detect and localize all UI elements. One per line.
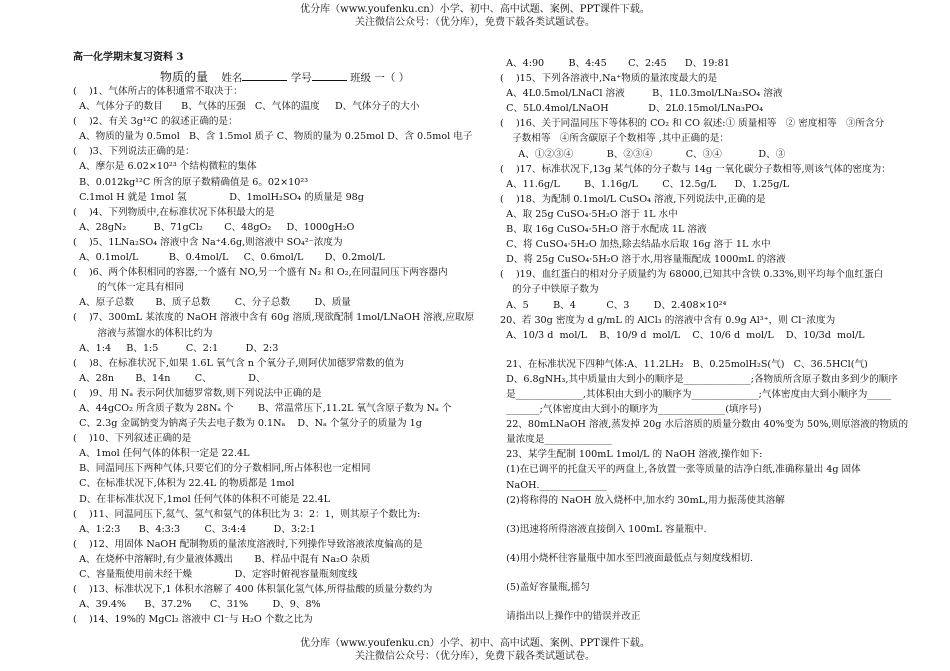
right-question-line: (4)用小烧杯往容量瓶中加水至凹液面最低点与刻度线相切. (500, 552, 753, 564)
left-question-line: ( )13、标准状况下,1 体积水溶解了 400 体积氯化氢气体,所得盐酸的质量分数约为 (73, 584, 433, 596)
right-question-line: C、5L0.4mol/LNaOH D、2L0.15mol/LNa₃PO₄ (500, 103, 764, 115)
right-question-line: ( )19、血红蛋白的相对分子质量约为 68000,已知其中含铁 0.33%,则平均每个血红蛋白 (500, 269, 884, 281)
right-question-line (500, 595, 920, 609)
left-question-line: ( )14、19%的 MgCl₂ 溶液中 Cl⁻与 H₂O 个数之比为 (73, 614, 313, 626)
class-label: 班级 (350, 72, 372, 84)
left-question-line: ( )2、有关 3g¹²C 的叙述正确的是： (73, 116, 238, 128)
left-question-line: C、容量瓶使用前未经干燥 D、定容时俯视容量瓶刻度线 (73, 569, 358, 580)
document-title: 高一化学期末复习资料 3 (73, 52, 184, 63)
left-question-line: A、1:4 B、1:5 C、2:1 D、2:3 (73, 342, 279, 354)
right-question-line: A、10/3 d mol/L B、10/9 d mol/L C、10/6 d mol/L D、10/3d mol/L (500, 329, 865, 341)
left-question-line: A、1mol 任何气体的体积一定是 22.4L (73, 448, 250, 460)
right-question-line: A、①②③④ B、②③④ C、③④ D、③ (500, 148, 786, 160)
footer-line-1: 优分库（www.youfenku.cn）小学、初中、高中试题、案例、PPT课件下载。 (300, 638, 650, 649)
left-question-line: ( )9、用 Nₐ 表示阿伏加德罗常数,则下列说法中正确的是 (73, 387, 322, 399)
left-question-line: ( )11、同温同压下,氦气、氢气和氨气的体积比为 3：2：1，则其原子个数比为: (73, 508, 421, 520)
subtitle-row (160, 68, 409, 85)
right-question-line (500, 343, 920, 357)
left-question-line: 的气体一定具有相同 (73, 282, 184, 294)
left-question-line: B、同温同压下两种气体,只要它们的分子数相同,所占体积也一定相同 (73, 463, 371, 475)
footer-line-2: 关注微信公众号：（优分库），免费下载各类试题试卷。 (355, 651, 595, 662)
right-question-line: A、4:90 B、4:45 C、2:45 D、19:81 (500, 58, 730, 69)
left-question-line: D、在非标准状况下,1mol 任何气体的体积不可能是 22.4L (73, 493, 330, 505)
left-question-line: C、在标准状况下,体积为 22.4L 的物质都是 1mol (73, 478, 295, 490)
right-question-line: A、取 25g CuSO₄·5H₂O 溶于 1L 水中 (500, 208, 678, 220)
right-question-line: (3)迅速将所得溶液直接倒入 100mL 容量瓶中. (500, 523, 707, 535)
left-question-line: ( )6、两个体积相同的容器,一个盛有 NO,另一个盛有 N₂ 和 O₂,在同温同压下两容器内 (73, 267, 448, 279)
right-question-line: (5)盖好容量瓶,摇匀 (500, 581, 590, 593)
right-question-line: _______;气体密度由大到小的顺序为______________(填序号) (500, 404, 762, 416)
left-question-line: A、1:2:3 B、4:3:3 C、3:4:4 D、3:2:1 (73, 523, 316, 535)
left-question-line: A、物质的量为 0.5mol B、含 1.5mol 质子 C、物质的量为 0.25mol D、含 0.5mol 电子 (73, 131, 473, 143)
id-blank[interactable] (312, 70, 347, 81)
right-question-line: 22、80mLNaOH 溶液,蒸发掉 20g 水后溶质的质量分数由 40%变为 50%,则原溶液的物质的 (500, 419, 909, 431)
right-question-line: A、4L0.5mol/LNaCl 溶液 B、1L0.3mol/LNa₂SO₄ 溶液 (500, 88, 783, 100)
left-question-line: ( )10、下列叙述正确的是 (73, 433, 192, 445)
left-question-line: A、摩尔是 6.02×10²³ 个结构微粒的集体 (73, 161, 257, 173)
right-column (500, 56, 920, 624)
left-question-line: 溶液与蒸馏水的体积比约为 (73, 327, 213, 339)
right-question-line (500, 566, 920, 580)
right-question-line: B、取 16g CuSO₄·5H₂O 溶于水配成 1L 溶液 (500, 224, 707, 236)
left-question-line: ( )4、下列物质中,在标准状况下体积最大的是 (73, 206, 275, 218)
left-question-line: ( )5、1LNa₂SO₄ 溶液中含 Na⁺4.6g,则溶液中 SO₄²⁻浓度为 (73, 236, 343, 248)
subtitle: 物质的量 (160, 70, 209, 84)
left-question-line: A、28gN₂ B、71gCl₂ C、48gO₂ D、1000gH₂O (73, 221, 355, 233)
left-question-line: ( )12、用固体 NaOH 配制物质的量浓度溶液时,下列操作导致溶液浓度偏高的是 (73, 538, 423, 550)
left-question-line: B、0.012kg¹²C 所含的原子数精确值是 6。02×10²³ (73, 176, 309, 188)
name-label: 姓名 (221, 72, 243, 84)
page-footer (0, 637, 950, 663)
header-line-1: 优分库（www.youfenku.cn）小学、初中、高中试题、案例、PPT课件下载。 (300, 4, 650, 15)
right-question-line: A、5 B、4 C、3 D、2.408×10²⁴ (500, 299, 727, 311)
page-header (0, 3, 950, 29)
left-question-line: ( )3、下列说法正确的是： (73, 146, 195, 158)
left-question-line: A、原子总数 B、质子总数 C、分子总数 D、质量 (73, 297, 351, 309)
name-blank[interactable] (242, 70, 287, 81)
right-question-line: ( )16、关于同温同压下等体积的 CO₂ 和 CO 叙述:① 质量相等 ② 密度相等 ③所含分 (500, 118, 885, 130)
right-question-line: 子数相等 ④所含碳原子个数相等 ,其中正确的是： (500, 133, 729, 145)
right-question-line: A、11.6g/L B、1.16g/L C、12.5g/L D、1.25g/L (500, 178, 789, 190)
right-question-line: 20、若 30g 密度为 d g/mL 的 AlCl₃ 的溶液中含有 0.9g Al³⁺，则 Cl⁻浓度为 (500, 314, 836, 326)
right-question-line: D、6.8gNH₃,其中质量由大到小的顺序是______________;各物质所含原子数由多到少的顺序 (500, 373, 898, 385)
right-question-line: C、将 CuSO₄·5H₂O 加热,除去结晶水后取 16g 溶于 1L 水中 (500, 239, 771, 251)
right-question-line: ( )15、下列各溶液中,Na⁺物质的量浓度最大的是 (500, 73, 718, 85)
right-question-line: 是______________,其体积由大到小的顺序为______________;气体密度由大到小顺序为_____ (500, 388, 892, 400)
class-paren: 一（ ） (374, 72, 410, 84)
right-question-line: ( )18、为配制 0.1mol/L CuSO₄ 溶液,下列说法中,正确的是 (500, 193, 766, 205)
left-question-line: C、2.3g 金属钠变为钠离子失去电子数为 0.1Nₐ D、Nₐ 个氢分子的质量为 1g (73, 418, 422, 430)
header-line-2: 关注微信公众号：（优分库），免费下载各类试题试卷。 (355, 17, 595, 28)
right-question-line: 请指出以上操作中的错误并改正 (500, 611, 641, 622)
left-question-line: ( )8、在标准状况下,如果 1.6L 氧气含 n 个氧分子,则阿伏加德罗常数的值为 (73, 357, 404, 369)
right-question-line: NaOH.______________ (500, 479, 607, 491)
right-question-line: 的分子中铁原子数为 (500, 284, 599, 296)
right-question-line: 23、某学生配制 100mL 1mol/L 的 NaOH 溶液,操作如下: (500, 449, 763, 461)
right-question-line: (1)在已调平的托盘天平的两盘上,各放置一张等质量的洁净白纸,准确称量出 4g 固体 (500, 464, 861, 476)
right-question-line: ( )17、标准状况下,13g 某气体的分子数与 14g 一氧化碳分子数相等,则该气体的密度为： (500, 163, 891, 175)
left-question-line: A、44gCO₂ 所含质子数为 28Nₐ 个 B、常温常压下,11.2L 氧气含原子数为 Nₐ 个 (73, 402, 452, 414)
right-question-line (500, 508, 920, 522)
left-question-line: ( )7、300mL 某浓度的 NaOH 溶液中含有 60g 溶质,现欲配制 1mol/LNaOH 溶液,应取原 (73, 312, 475, 324)
left-column (73, 84, 473, 627)
right-question-line: 21、在标准状况下四种气体:A、11.2LH₂ B、0.25molH₂S(气) C、36.5HCl(气) (500, 358, 868, 370)
left-question-line: A、39.4% B、37.2% C、31% D、9、8% (73, 599, 321, 611)
left-question-line: A、在烧杯中溶解时,有少量液体溅出 B、样品中混有 Na₂O 杂质 (73, 553, 371, 565)
id-label: 学号 (290, 72, 312, 84)
right-question-line (500, 537, 920, 551)
left-question-line: ( )1、气体所占的体积通常不取决于： (73, 86, 243, 97)
right-question-line: D、将 25g CuSO₄·5H₂O 溶于水,用容量瓶配成 1000mL 的溶液 (500, 254, 786, 266)
left-question-line: A、28n B、14n C、 D、 (73, 372, 266, 384)
left-question-line: A、0.1mol/L B、0.4mol/L C、0.6mol/L D、0.2mol/L (73, 252, 385, 264)
right-question-line: 量浓度是______________ (500, 434, 612, 446)
left-question-line: A、气体分子的数目 B、气体的压强 C、气体的温度 D、气体分子的大小 (73, 101, 420, 113)
left-question-line: C.1mol H 就是 1mol 氢 D、1molH₂SO₄ 的质量是 98g (73, 191, 364, 203)
right-question-line: (2)将称得的 NaOH 放入烧杯中,加水约 30mL,用力振荡使其溶解 (500, 494, 785, 506)
